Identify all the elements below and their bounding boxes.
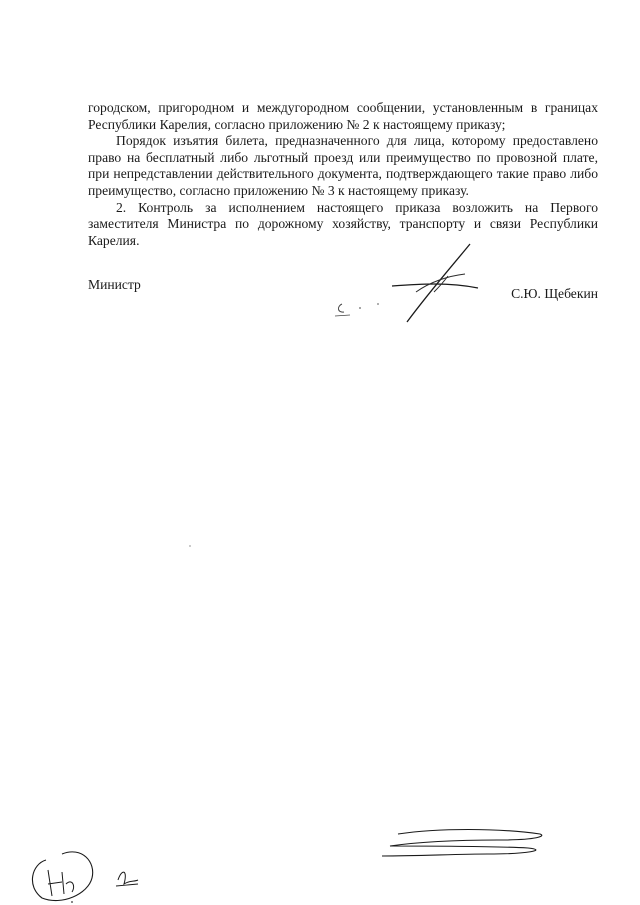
paragraph-ticket-withdrawal: Порядок изъятия билета, предназначенного для лица, которому предоставлено право на бесплатный либо льготный проезд или преимущество по провозной плате, при непредставлении действительного документа, подтверждающего такие право либо преимущество, согласно приложению № 3 к настоящему приказу.	[88, 133, 598, 198]
approval-scribble	[378, 826, 558, 862]
document-body	[88, 100, 598, 249]
approval-initials	[22, 840, 162, 905]
paragraph-continuation: городском, пригородном и междугородном сообщении, установленным в границах Республики Карелия, согласно приложению № 2 к настоящему приказу;	[88, 100, 598, 132]
paragraph-control-clause: 2. Контроль за исполнением настоящего приказа возложить на Первого заместителя Министра по дорожному хозяйству, транспорту и связи Республики Карелия.	[88, 199, 598, 248]
signatory-role: Министр	[88, 277, 141, 292]
minister-signature	[330, 236, 500, 328]
scan-speck	[189, 545, 191, 547]
signatory-name: С.Ю. Щебекин	[511, 286, 598, 301]
